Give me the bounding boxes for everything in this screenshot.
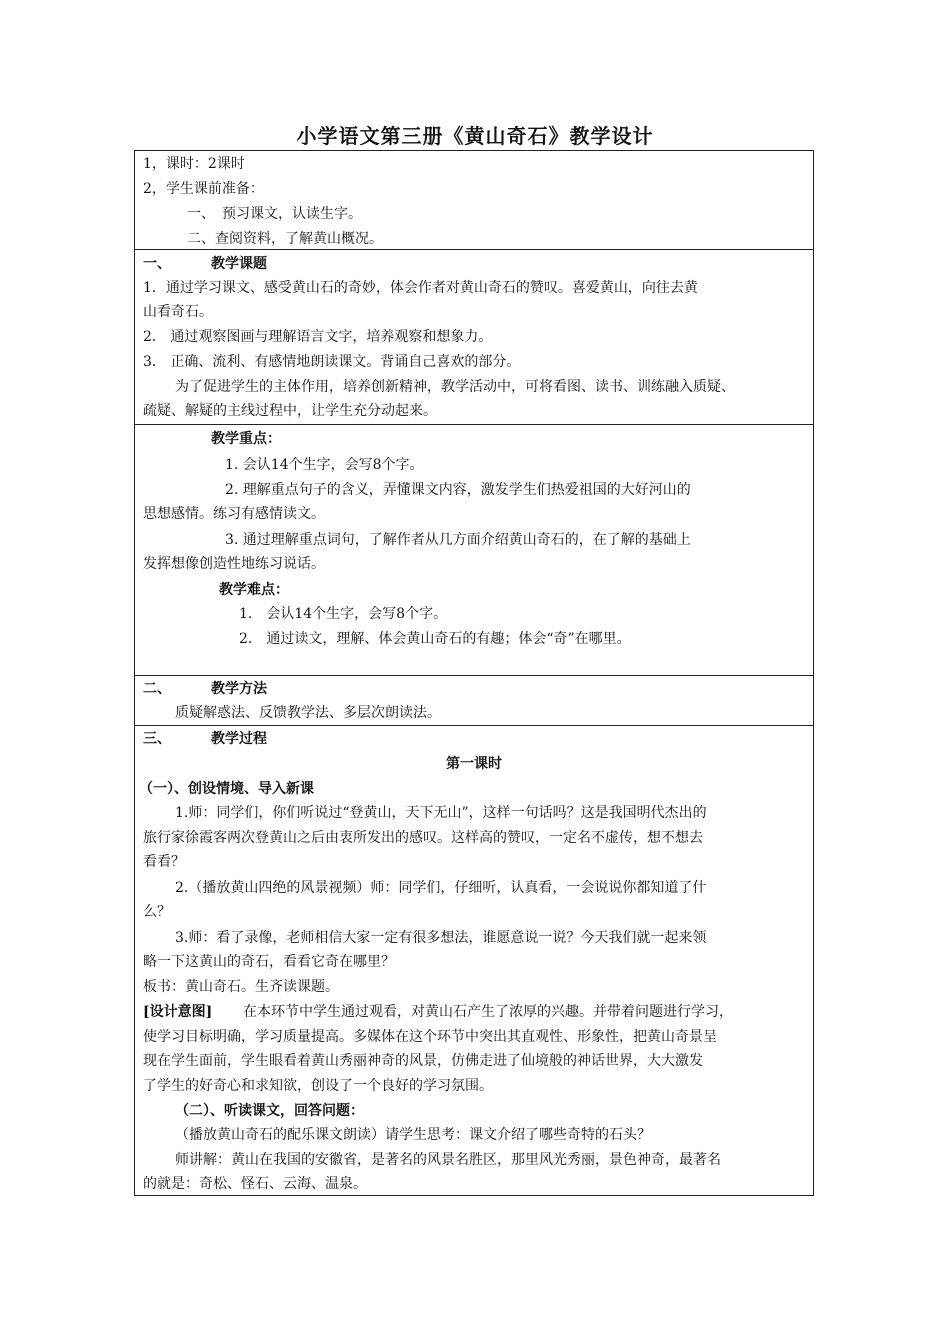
lesson-count: 1，课时：2课时	[143, 156, 245, 172]
step-1-para-1-line-2: 旅行家徐霞客两次登黄山之后由衷所发出的感叹。这样高的赞叹，一定名不虚传，想不想去	[143, 830, 703, 846]
topic-section	[135, 250, 813, 425]
process-heading-number: 三、	[143, 731, 171, 747]
design-intent-line-3: 现在学生面前，学生眼看着黄山秀丽神奇的风景，仿佛走进了仙境般的神话世界，大大激发	[143, 1053, 703, 1069]
method-heading-number: 二、	[143, 681, 171, 697]
key-point-3-line-1: 3. 通过理解重点词句，了解作者从几方面介绍黄山奇石的，在了解的基础上	[225, 532, 691, 548]
topic-heading-number: 一、	[143, 256, 171, 272]
difficulty-heading: 教学难点：	[219, 582, 289, 598]
topic-heading: 教学课题	[211, 256, 267, 272]
key-point-2-line-2: 思想感情。练习有感情读文。	[143, 506, 325, 522]
key-point-3-line-2: 发挥想像创造性地练习说话。	[143, 556, 325, 572]
difficulty-2: 2. 通过读文，理解、体会黄山奇石的有趣；体会“奇”在哪里。	[239, 631, 631, 647]
difficulty-1: 1. 会认14个生字，会写8个字。	[239, 606, 448, 622]
topic-paragraph-line-2: 疏疑、解疑的主线过程中，让学生充分动起来。	[143, 403, 437, 419]
step-2-para-2-line-2: 的就是：奇松、怪石、云海、温泉。	[143, 1176, 367, 1192]
lesson-period-title: 第一课时	[446, 756, 502, 772]
step-1-para-3-line-2: 略一下这黄山的奇石，看看它奇在哪里？	[143, 954, 395, 970]
document-title: 小学语文第三册《黄山奇石》教学设计	[296, 124, 654, 148]
step-1-para-1-line-1: 1.师：同学们，你们听说过“登黄山，天下无山”，这样一句话吗？这是我国明代杰出的	[175, 805, 707, 821]
prep-item-2: 二、查阅资料，了解黄山概况。	[187, 231, 383, 247]
goal-1-line-1: 1．通过学习课文、感受黄山石的奇妙，体会作者对黄山奇石的赞叹。喜爱黄山，向往去黄	[143, 280, 698, 296]
step-1-heading: （一）、创设情境、导入新课	[139, 781, 314, 797]
prep-item-1: 一、 预习课文，认读生字。	[187, 206, 362, 222]
step-2-heading: （二）、听读课文，回答问题：	[175, 1103, 364, 1119]
lesson-plan-table	[134, 150, 814, 1196]
step-2-para-2-line-1: 师讲解：黄山在我国的安徽省，是著名的风景名胜区，那里风光秀丽，景色神奇，最著名	[175, 1152, 721, 1168]
key-point-2-line-1: 2. 理解重点句子的含义，弄懂课文内容，激发学生们热爱祖国的大好河山的	[225, 482, 691, 498]
design-intent-line-1: 在本环节中学生通过观看，对黄山石产生了浓厚的兴趣。并带着问题进行学习，	[243, 1004, 733, 1020]
step-2-para-1: （播放黄山奇石的配乐课文朗读）请学生思考：课文介绍了哪些奇特的石头？	[175, 1127, 651, 1143]
goal-1-line-2: 山看奇石。	[143, 304, 213, 320]
step-1-para-2-line-1: 2.（播放黄山四绝的风景视频）师：同学们，仔细听，认真看，一会说说你都知道了什	[175, 880, 707, 896]
method-text: 质疑解惑法、反馈教学法、多层次朗读法。	[175, 705, 441, 721]
key-points-heading: 教学重点：	[211, 431, 281, 447]
design-intent-line-2: 使学习目标明确，学习质量提高。多媒体在这个环节中突出其直观性、形象性，把黄山奇景呈	[143, 1029, 717, 1045]
step-1-para-1-line-3: 看看？	[143, 854, 185, 870]
key-points-section	[135, 425, 813, 676]
goal-3: 3． 正确、流利、有感情地朗读课文。背诵自己喜欢的部分。	[143, 354, 521, 370]
design-intent-label: [设计意图]	[143, 1004, 213, 1020]
topic-paragraph-line-1: 为了促进学生的主体作用，培养创新精神，教学活动中，可将看图、读书、训练融入质疑、	[175, 379, 735, 395]
design-intent-line-4: 了学生的好奇心和求知欲，创设了一个良好的学习氛围。	[143, 1078, 493, 1094]
prep-section	[135, 151, 813, 250]
step-1-para-2-line-2: 么？	[143, 904, 171, 920]
process-section	[135, 726, 813, 1195]
method-section	[135, 676, 813, 726]
process-heading: 教学过程	[211, 731, 267, 747]
goal-2: 2． 通过观察图画与理解语言文字，培养观察和想象力。	[143, 329, 493, 345]
method-heading: 教学方法	[211, 681, 267, 697]
student-prep-heading: 2，学生课前准备：	[143, 181, 264, 197]
blackboard-note: 板书：黄山奇石。生齐读课题。	[143, 979, 339, 995]
key-point-1: 1. 会认14个生字，会写8个字。	[225, 457, 424, 473]
step-1-para-3-line-1: 3.师：看了录像，老师相信大家一定有很多想法，谁愿意说一说？今天我们就一起来领	[175, 930, 707, 946]
